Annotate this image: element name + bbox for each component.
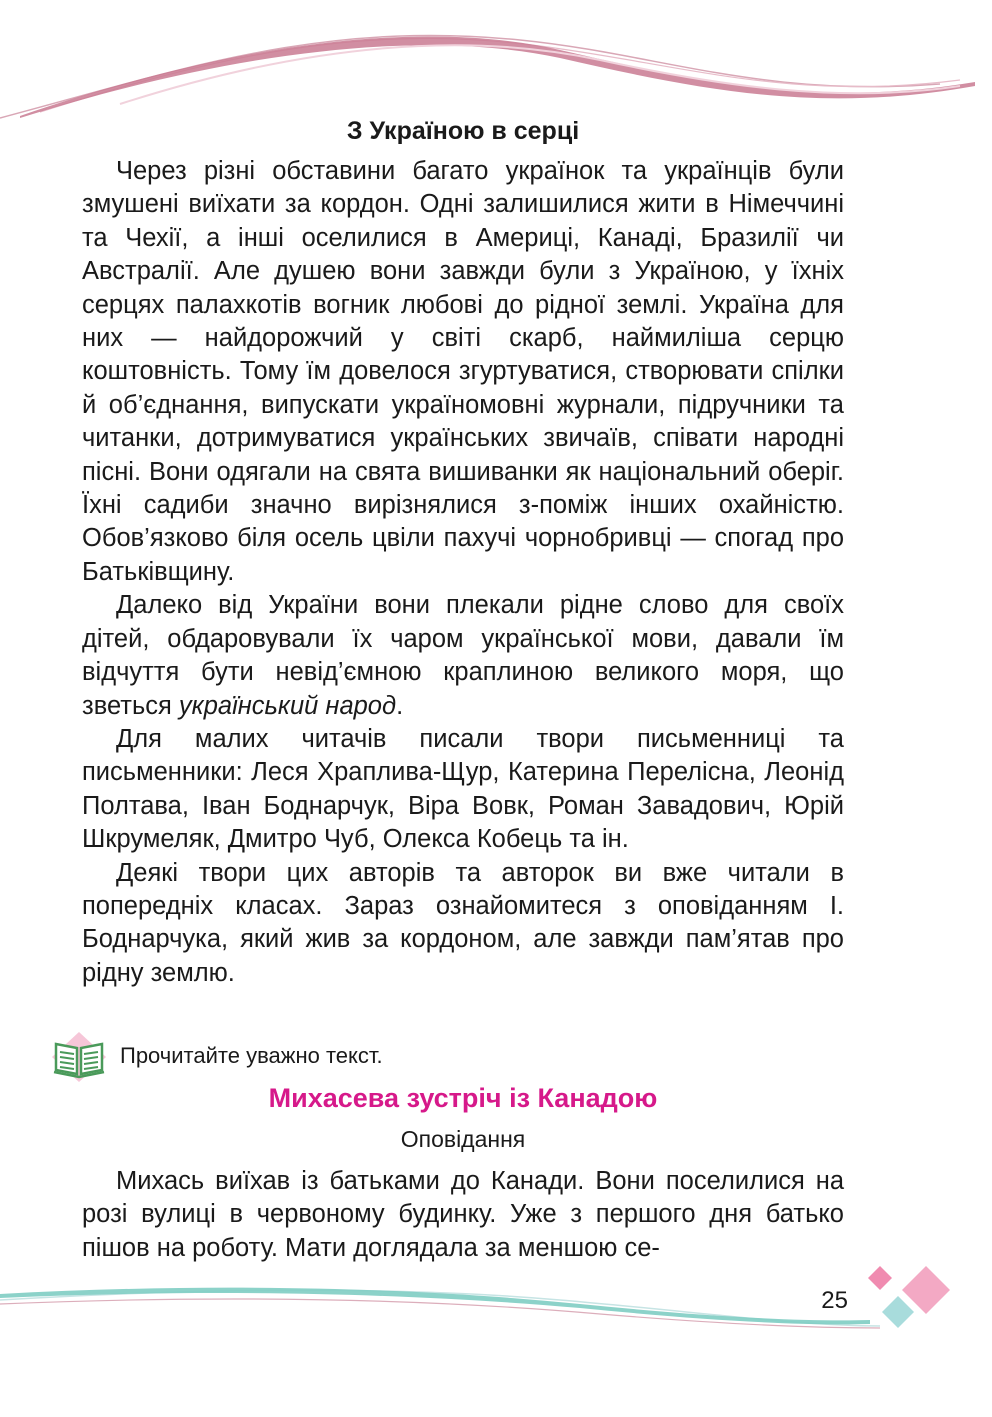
paragraph: Михась виїхав із батьками до Канади. Вони поселилися на розі вулиці в червоному будинку. Уже з першого дня батько пішов на роботу. Мати доглядала за меншою се- — [82, 1167, 844, 1262]
paragraph-text: Далеко від України вони плекали рідне слово для своїх дітей, обдаровували їх чаром української мови, давали їм відчуття бути невід’ємною краплиною великого моря, що зветься — [82, 591, 844, 720]
paragraph-end: . — [396, 691, 404, 720]
paragraph: Деякі твори цих авторів та авторок ви вже читали в попередніх класах. Зараз ознайомитеся з оповіданням І. Боднарчука, який жив за кордоном, але завжди пам’ятав про рідну землю. — [82, 858, 844, 987]
open-book-icon — [48, 1030, 110, 1084]
paragraph: Для малих читачів писали твори письменниці та письменники: Леся Храплива-Щур, Катерина Перелісна, Леонід Полтава, Іван Боднарчук, Віра Вовк, Роман Завадович, Юрій Шкрумеляк, Дмитро Чуб, Олекса Кобець та ін. — [82, 724, 844, 854]
reading-instruction — [48, 1030, 548, 1086]
story-genre: Оповідання — [400, 1126, 526, 1152]
page-number: 25 — [821, 1287, 848, 1314]
story-text — [82, 1165, 844, 1265]
emphasis-text: український народ — [178, 691, 397, 720]
story-title: Михасева зустріч із Канадою — [268, 1083, 658, 1113]
instruction-text: Прочитайте уважно текст. — [120, 1043, 383, 1068]
paragraph — [82, 589, 844, 723]
corner-diamonds-decoration — [860, 1262, 960, 1342]
intro-text — [82, 155, 844, 990]
section-title: З Україною в серці — [346, 117, 580, 145]
paragraph: Через різні обставини багато українок та українців були змушені виїхати за кордон. Одні залишилися жити в Німеччині та Чехії, а інші оселилися в Америці, Канаді, Бразилії чи Австралії. Але душею вони завжди були з Україною, у їхніх серцях палахкотів вогник любові до рідної землі. Україна для них — найдорожчий у світі скарб, наймиліша серцю коштовність. Тому їм довелося згуртуватися, створювати спілки й об’єднання, випускати україномовні журнали, підручники та читанки, дотримуватися українських звичаїв, співати народні пісні. Вони одягали на свята вишиванки як національний оберіг. Їхні садиби значно вирізнялися з-поміж інших охайністю. Обов’язково біля осель цвіли пахучі чорнобривці — спогад про Батьківщину. — [82, 157, 844, 586]
